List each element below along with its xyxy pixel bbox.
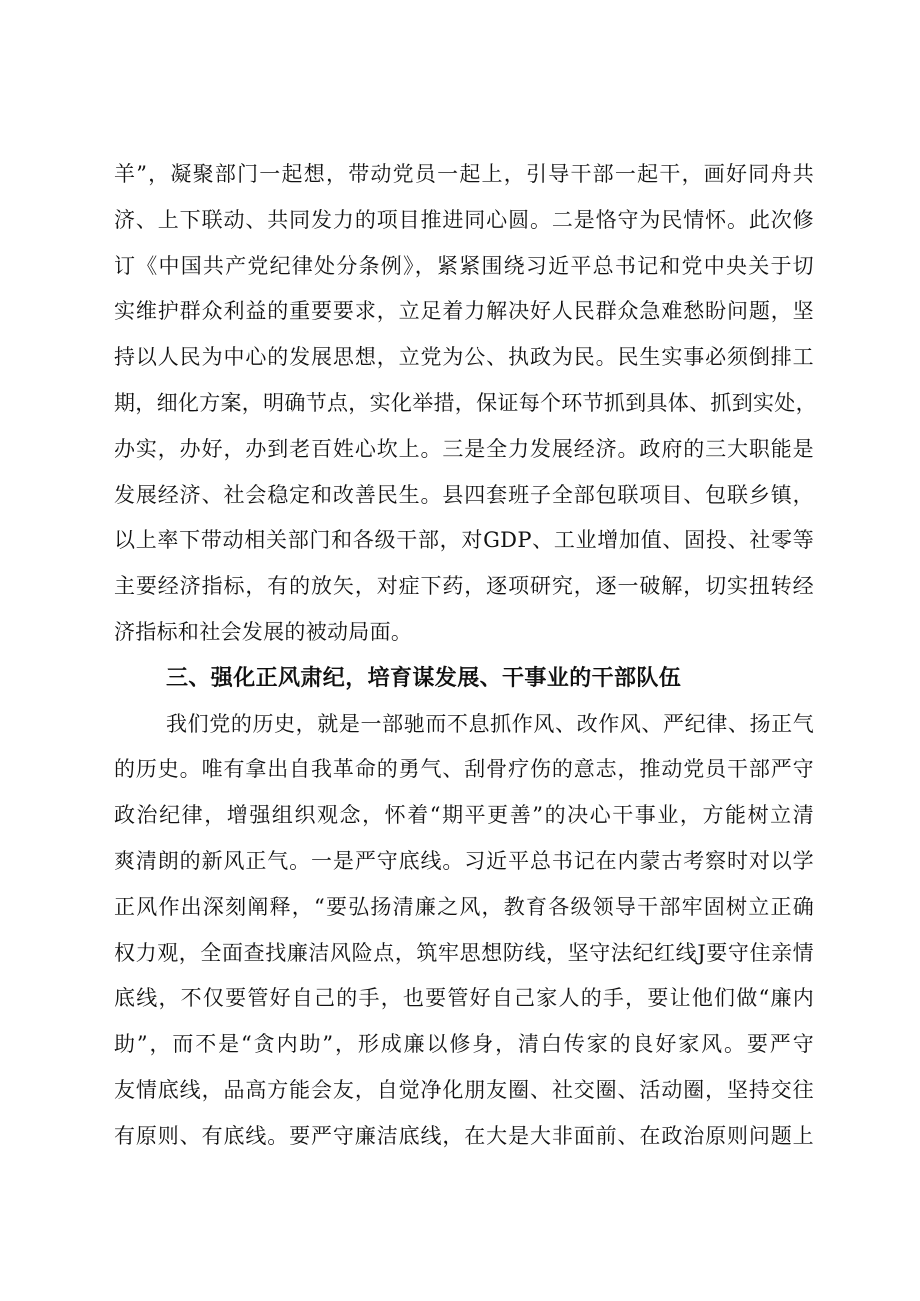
- paragraph-line: 的历史。唯有拿出自我革命的勇气、刮骨疗伤的意志，推动党员干部严守: [114, 757, 814, 782]
- paragraph-line: 有原则、有底线。要严守廉洁底线，在大是大非面前、在政治原则问题上: [114, 1123, 814, 1148]
- paragraph-line: 友情底线，品高方能会友，自觉净化朋友圈、社交圈、活动圈，坚持交往: [114, 1077, 814, 1102]
- paragraph-line: 济指标和社会发展的被动局面。: [114, 619, 413, 644]
- paragraph-line: 期，细化方案，明确节点，实化举措，保证每个环节抓到具体、抓到实处，: [114, 390, 817, 415]
- paragraph-line: 助”，而不是“贪内助”，形成廉以修身，清白传家的良好家风。要严守: [114, 1032, 814, 1057]
- paragraph-line: 主要经济指标，有的放矢，对症下药，逐项研究，逐一破解，切实扭转经: [114, 574, 814, 599]
- paragraph-line: 爽清朗的新风正气。一是严守底线。习近平总书记在内蒙古考察时对以学: [114, 848, 814, 873]
- section-heading: 三、强化正风肃纪，培育谋发展、干事业的干部队伍: [166, 665, 682, 691]
- paragraph-line: 办实，办好，办到老百姓心坎上。三是全力发展经济。政府的三大职能是: [114, 436, 814, 461]
- document-body: [114, 152, 817, 1160]
- paragraph-line: 我们党的历史，就是一部驰而不息抓作风、改作风、严纪律、扬正气: [166, 711, 814, 736]
- paragraph-1: [114, 152, 817, 656]
- paragraph-line: 正风作出深刻阐释，“要弘扬清廉之风，教育各级领导干部牢固树立正确: [114, 894, 814, 919]
- paragraph-line: 实维护群众利益的重要要求，立足着力解决好人民群众急难愁盼问题，坚: [114, 299, 814, 324]
- paragraph-line: 政治纪律，增强组织观念，怀着“期平更善”的决心干事业，方能树立清: [114, 803, 814, 828]
- paragraph-line: 权力观，全面查找廉洁风险点，筑牢思想防线，坚守法纪红线J要守住亲情: [114, 940, 814, 965]
- paragraph-line: 发展经济、社会稳定和改善民生。县四套班子全部包联项目、包联乡镇，: [114, 482, 814, 507]
- paragraph-2: [114, 702, 814, 1160]
- paragraph-line: 持以人民为中心的发展思想，立党为公、执政为民。民生实事必须倒排工: [114, 345, 814, 370]
- paragraph-line: 羊”，凝聚部门一起想，带动党员一起上，引导干部一起干，画好同舟共: [114, 162, 814, 186]
- paragraph-line: 订《中国共产党纪律处分条例》，紧紧围绕习近平总书记和党中央关于切: [114, 253, 814, 278]
- paragraph-line: 底线，不仅要管好自己的手，也要管好自己家人的手，要让他们做“廉内: [114, 986, 814, 1011]
- paragraph-line: 以上率下带动相关部门和各级干部，对GDP、工业增加值、固投、社零等: [114, 528, 814, 553]
- paragraph-line: 济、上下联动、共同发力的项目推进同心圆。二是恪守为民情怀。此次修: [114, 207, 814, 232]
